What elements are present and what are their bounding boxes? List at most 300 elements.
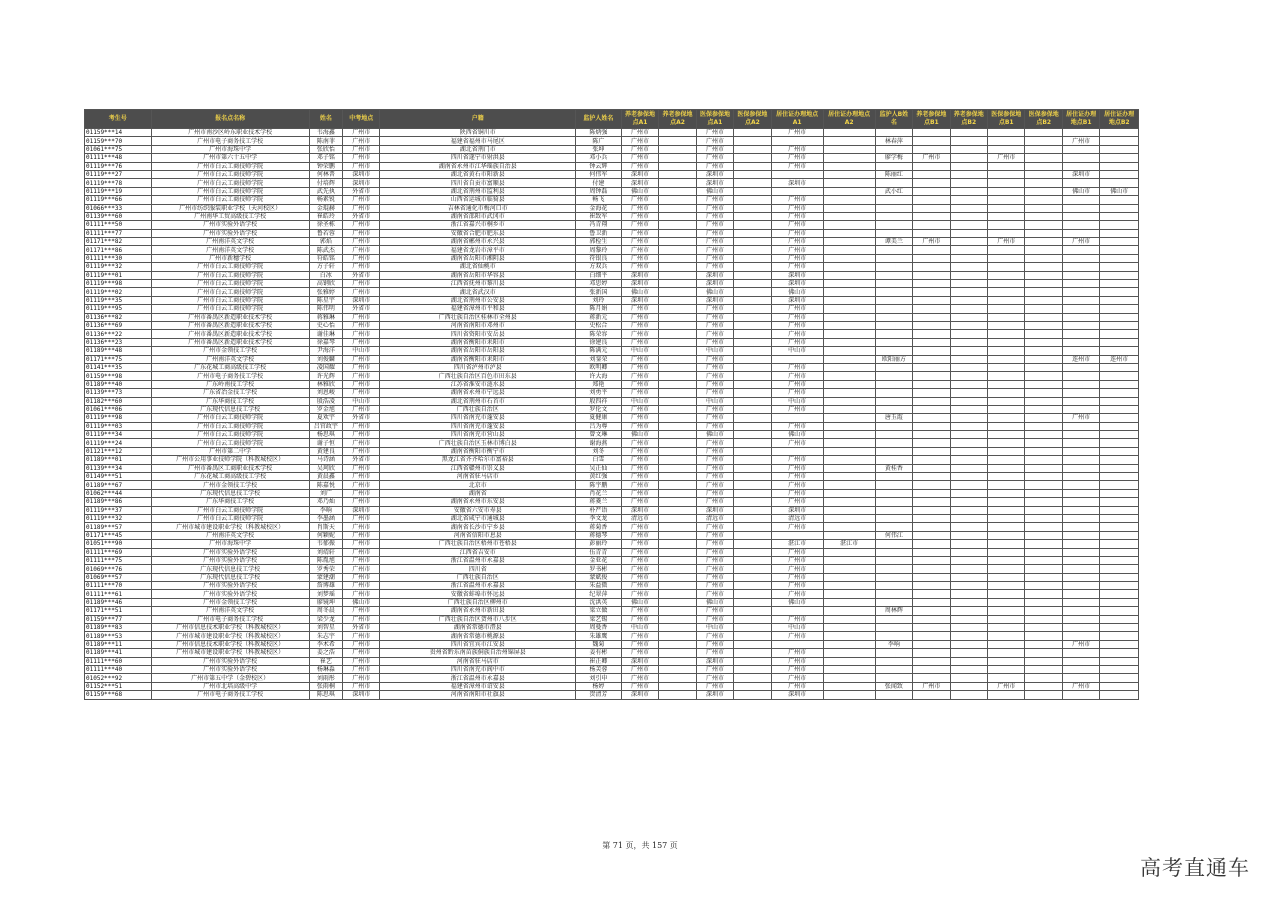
table-cell — [1100, 447, 1139, 455]
table-cell — [1062, 129, 1099, 137]
table-cell — [823, 204, 875, 212]
table-cell — [913, 523, 950, 531]
table-cell: 广州市 — [1062, 640, 1099, 648]
table-cell — [875, 657, 912, 665]
table-cell: 广州市 — [343, 632, 380, 640]
table-cell: 01171***51 — [85, 607, 152, 615]
table-cell — [1100, 238, 1139, 246]
table-cell — [823, 556, 875, 564]
table-cell: 畅素锐 — [309, 196, 342, 204]
table-row — [85, 238, 1139, 246]
table-cell — [1100, 162, 1139, 170]
table-cell — [1025, 170, 1062, 178]
table-cell: 外省市 — [343, 271, 380, 279]
table-cell: 广州市纺织服装职业学校（天河校区） — [151, 204, 309, 212]
table-cell: 蒙建潮 — [309, 573, 342, 581]
table-cell: 广州市 — [621, 481, 658, 489]
table-cell: 广州市 — [696, 565, 733, 573]
table-cell — [1025, 531, 1062, 539]
table-cell — [823, 221, 875, 229]
table-cell: 广州市 — [621, 162, 658, 170]
table-cell: 广州市 — [343, 422, 380, 430]
table-row — [85, 506, 1139, 514]
table-cell — [875, 582, 912, 590]
table-cell: 深圳市 — [771, 179, 823, 187]
table-cell — [913, 305, 950, 313]
table-row — [85, 355, 1139, 363]
table-cell: 广州市 — [771, 246, 823, 254]
table-cell — [659, 523, 696, 531]
table-row — [85, 624, 1139, 632]
table-cell: 林雅欣 — [309, 380, 342, 388]
table-cell: 广州市公用事业技师学院（科教城校区） — [151, 456, 309, 464]
table-cell: 黄桂香 — [875, 464, 912, 472]
table-cell: 广州市 — [696, 212, 733, 220]
table-cell: 广州市 — [343, 229, 380, 237]
table-cell — [659, 288, 696, 296]
table-cell: 01189***41 — [85, 649, 152, 657]
table-cell: 白冰 — [309, 271, 342, 279]
table-cell: 广州市 — [343, 238, 380, 246]
table-cell: 广州市 — [771, 254, 823, 262]
table-cell — [823, 296, 875, 304]
table-cell: 深圳市 — [771, 506, 823, 514]
table-cell: 广州市 — [771, 313, 823, 321]
table-cell — [1025, 380, 1062, 388]
table-cell: 湖北省荆州市公安县 — [380, 296, 576, 304]
header-row — [85, 110, 1139, 129]
table-cell — [950, 355, 987, 363]
table-cell — [1025, 682, 1062, 690]
table-cell — [1025, 640, 1062, 648]
table-cell: 广州市番禺区新造职业技术学校 — [151, 330, 309, 338]
table-cell: 广州市白云工商技师学院 — [151, 280, 309, 288]
table-row — [85, 531, 1139, 539]
table-cell: 深圳市 — [771, 271, 823, 279]
table-cell — [988, 640, 1025, 648]
table-cell: 广州市 — [343, 657, 380, 665]
table-cell: 中山市 — [771, 624, 823, 632]
table-cell: 湖北省咸宁市通城县 — [380, 514, 576, 522]
table-cell: 何林普 — [309, 170, 342, 178]
table-cell: 广州市 — [771, 456, 823, 464]
table-cell — [1062, 254, 1099, 262]
table-cell: 湖南省常德市桃源县 — [380, 632, 576, 640]
table-cell: 山西省运城市临猗县 — [380, 196, 576, 204]
table-cell: 广州市 — [771, 632, 823, 640]
table-cell: 张雨桐 — [309, 682, 342, 690]
table-row — [85, 439, 1139, 447]
table-cell — [659, 380, 696, 388]
table-cell: 01189***01 — [85, 456, 152, 464]
table-cell: 徐建良 — [576, 338, 622, 346]
table-cell: 广西壮族自治区桂林市全州县 — [380, 313, 576, 321]
table-cell: 广州市 — [343, 590, 380, 598]
table-cell — [823, 640, 875, 648]
table-cell: 吴珂欣 — [309, 464, 342, 472]
table-cell — [1025, 548, 1062, 556]
table-cell — [823, 380, 875, 388]
table-cell — [950, 246, 987, 254]
table-cell: 01062***44 — [85, 489, 152, 497]
table-cell — [875, 363, 912, 371]
table-cell — [875, 229, 912, 237]
table-cell: 深圳市 — [343, 179, 380, 187]
table-cell: 广州市新穗学校 — [151, 254, 309, 262]
table-cell — [950, 489, 987, 497]
table-cell: 武先执 — [309, 187, 342, 195]
table-cell: 广州市 — [621, 263, 658, 271]
table-cell — [659, 666, 696, 674]
table-cell — [1100, 674, 1139, 682]
table-cell — [950, 624, 987, 632]
table-row — [85, 204, 1139, 212]
table-cell: 黄红强 — [576, 473, 622, 481]
table-cell — [659, 372, 696, 380]
table-cell: 广州市 — [343, 204, 380, 212]
table-cell — [950, 212, 987, 220]
table-cell: 01111***70 — [85, 582, 152, 590]
table-cell — [875, 489, 912, 497]
table-cell — [1062, 363, 1099, 371]
table-cell: 广州市 — [621, 238, 658, 246]
table-cell: 广州市 — [696, 372, 733, 380]
table-cell: 周曼香 — [576, 624, 622, 632]
table-cell — [1062, 321, 1099, 329]
table-cell — [988, 531, 1025, 539]
table-row — [85, 196, 1139, 204]
table-cell: 广州市 — [771, 489, 823, 497]
table-cell — [1100, 212, 1139, 220]
table-cell: 刘智星 — [309, 624, 342, 632]
table-cell: 广州南洋英文学校 — [151, 531, 309, 539]
table-cell: 梁少龙 — [309, 615, 342, 623]
table-cell — [1062, 548, 1099, 556]
table-cell: 广州市 — [913, 682, 950, 690]
table-cell — [950, 598, 987, 606]
table-cell — [875, 565, 912, 573]
table-cell — [1062, 565, 1099, 573]
table-cell — [913, 548, 950, 556]
table-cell — [1062, 196, 1099, 204]
table-cell: 广州市实验外语学校 — [151, 582, 309, 590]
table-cell: 黄晨鑫 — [309, 473, 342, 481]
table-cell: 广州市 — [771, 212, 823, 220]
table-cell — [734, 682, 771, 690]
table-cell: 佛山市 — [621, 431, 658, 439]
table-cell — [823, 313, 875, 321]
table-cell — [913, 170, 950, 178]
table-cell — [734, 321, 771, 329]
table-cell — [950, 154, 987, 162]
table-cell — [771, 355, 823, 363]
table-cell — [734, 439, 771, 447]
table-cell: 01171***45 — [85, 531, 152, 539]
table-cell — [1100, 397, 1139, 405]
table-cell — [913, 137, 950, 145]
table-cell: 广州市 — [696, 246, 733, 254]
table-cell — [823, 598, 875, 606]
table-cell: 广州市 — [696, 447, 733, 455]
table-cell — [875, 305, 912, 313]
table-cell — [950, 129, 987, 137]
table-cell: 陈胤旭 — [309, 556, 342, 564]
table-row — [85, 321, 1139, 329]
table-cell: 广州市 — [1062, 682, 1099, 690]
table-cell — [950, 372, 987, 380]
table-cell — [734, 473, 771, 481]
table-cell: 朴严语 — [576, 506, 622, 514]
table-cell: 广州市 — [771, 238, 823, 246]
table-cell: 01061***06 — [85, 405, 152, 413]
table-cell — [1100, 573, 1139, 581]
table-cell — [1025, 464, 1062, 472]
table-cell — [734, 145, 771, 153]
table-cell: 01119***32 — [85, 514, 152, 522]
table-cell — [950, 447, 987, 455]
table-cell: 广州市 — [343, 405, 380, 413]
table-cell: 广州市 — [343, 682, 380, 690]
table-cell — [823, 590, 875, 598]
table-cell: 广州市 — [621, 682, 658, 690]
table-cell: 韦海鑫 — [309, 129, 342, 137]
table-cell: 欧阳丽方 — [875, 355, 912, 363]
table-cell: 广州市 — [343, 649, 380, 657]
table-cell: 江西省抚州市黎川县 — [380, 280, 576, 288]
table-cell: 深圳市 — [1062, 170, 1099, 178]
table-cell: 湖南省衡阳市耒阳市 — [380, 338, 576, 346]
table-cell: 广东华商技工学校 — [151, 397, 309, 405]
table-cell: 广州市 — [621, 464, 658, 472]
table-cell: 广州市 — [621, 540, 658, 548]
table-cell: 湖南省郴州市永兴县 — [380, 238, 576, 246]
table-cell — [823, 254, 875, 262]
table-cell — [823, 355, 875, 363]
table-cell — [771, 414, 823, 422]
table-cell: 湖北省武汉市 — [380, 288, 576, 296]
table-cell — [950, 498, 987, 506]
table-cell: 广州市 — [621, 389, 658, 397]
table-cell — [1025, 506, 1062, 514]
table-cell: 崔艺 — [309, 657, 342, 665]
table-cell: 朱志宇 — [309, 632, 342, 640]
table-cell — [988, 229, 1025, 237]
table-cell: 广州市 — [343, 338, 380, 346]
table-cell: 广州市 — [771, 657, 823, 665]
table-cell: 广州市 — [621, 582, 658, 590]
table-cell: 广州市 — [343, 556, 380, 564]
table-cell — [1062, 221, 1099, 229]
table-cell: 四川省遂宁市射洪县 — [380, 154, 576, 162]
table-cell — [875, 523, 912, 531]
table-cell — [1062, 305, 1099, 313]
table-cell: 广州市 — [1062, 137, 1099, 145]
table-cell — [913, 347, 950, 355]
table-cell: 深圳市 — [621, 691, 658, 699]
table-cell — [913, 280, 950, 288]
table-cell: 刘引申 — [576, 674, 622, 682]
table-cell: 01111***50 — [85, 221, 152, 229]
table-cell — [734, 154, 771, 162]
table-cell — [1100, 498, 1139, 506]
table-cell: 蒋德琴 — [576, 531, 622, 539]
table-cell: 黑龙江省齐齐哈尔市富裕县 — [380, 456, 576, 464]
table-cell — [823, 657, 875, 665]
table-cell: 清远市 — [771, 514, 823, 522]
table-cell — [734, 531, 771, 539]
table-cell — [659, 615, 696, 623]
table-cell: 湖北省仙桃市 — [380, 263, 576, 271]
table-cell — [1025, 221, 1062, 229]
table-cell: 外省市 — [343, 212, 380, 220]
table-cell — [659, 129, 696, 137]
table-cell: 01119***37 — [85, 506, 152, 514]
table-cell — [734, 649, 771, 657]
table-cell — [875, 196, 912, 204]
table-cell: 广州市 — [621, 204, 658, 212]
table-cell: 深圳市 — [696, 657, 733, 665]
table-cell — [1025, 280, 1062, 288]
table-cell: 广州市 — [696, 221, 733, 229]
table-row — [85, 523, 1139, 531]
admission-table — [84, 109, 1139, 700]
table-cell — [950, 405, 987, 413]
table-cell — [659, 657, 696, 665]
table-cell — [823, 321, 875, 329]
table-cell: 凌国耀 — [309, 363, 342, 371]
table-cell: 广州市 — [696, 649, 733, 657]
table-cell: 广州市电子商务技工学校 — [151, 615, 309, 623]
table-cell: 广州市金领技工学校 — [151, 347, 309, 355]
table-cell — [734, 229, 771, 237]
table-cell: 广州市 — [771, 666, 823, 674]
table-cell: 广州市 — [696, 473, 733, 481]
table-cell — [1100, 481, 1139, 489]
table-cell — [988, 221, 1025, 229]
table-cell: 湛江市 — [771, 540, 823, 548]
table-cell — [950, 640, 987, 648]
table-cell: 01136***82 — [85, 313, 152, 321]
table-cell — [913, 405, 950, 413]
table-cell — [823, 447, 875, 455]
table-cell — [988, 288, 1025, 296]
table-cell: 广州市 — [771, 498, 823, 506]
table-cell — [1100, 598, 1139, 606]
table-cell: 01159***77 — [85, 615, 152, 623]
table-cell — [659, 397, 696, 405]
table-cell: 河南省南阳市社旗县 — [380, 691, 576, 699]
table-cell — [1025, 422, 1062, 430]
table-cell — [823, 129, 875, 137]
table-cell — [988, 632, 1025, 640]
table-cell: 广州市 — [771, 380, 823, 388]
table-cell — [823, 170, 875, 178]
table-cell: 江西省赣州市崇义县 — [380, 464, 576, 472]
table-cell: 广州南洋英文学校 — [151, 607, 309, 615]
table-cell — [950, 288, 987, 296]
table-cell — [823, 523, 875, 531]
table-cell — [988, 573, 1025, 581]
table-cell — [1062, 212, 1099, 220]
table-cell: 01119***98 — [85, 414, 152, 422]
table-cell: 深圳市 — [696, 170, 733, 178]
table-cell — [913, 397, 950, 405]
table-cell — [913, 531, 950, 539]
table-cell: 01069***57 — [85, 573, 152, 581]
table-cell — [734, 238, 771, 246]
table-cell: 广州市 — [343, 246, 380, 254]
table-cell: 01119***24 — [85, 439, 152, 447]
table-cell — [1062, 431, 1099, 439]
table-cell: 刘俊麟 — [309, 355, 342, 363]
table-cell: 周冬晨 — [309, 607, 342, 615]
table-cell — [1025, 305, 1062, 313]
table-cell — [823, 473, 875, 481]
table-cell — [988, 431, 1025, 439]
table-cell — [988, 481, 1025, 489]
table-cell — [1100, 682, 1139, 690]
table-cell — [659, 540, 696, 548]
table-cell — [913, 582, 950, 590]
table-cell: 广州市实验外语学校 — [151, 548, 309, 556]
table-cell: 深圳市 — [343, 691, 380, 699]
table-cell — [734, 162, 771, 170]
table-cell — [734, 389, 771, 397]
table-cell: 01111***60 — [85, 657, 152, 665]
table-row — [85, 170, 1139, 178]
table-cell — [875, 254, 912, 262]
table-cell — [950, 145, 987, 153]
table-row — [85, 682, 1139, 690]
table-cell — [988, 691, 1025, 699]
table-row — [85, 305, 1139, 313]
table-cell: 廖学梅 — [875, 154, 912, 162]
table-cell: 徐嘉琴 — [309, 338, 342, 346]
table-cell: 谭美兰 — [875, 238, 912, 246]
table-cell: 广州市番禺区新造职业技术学校 — [151, 321, 309, 329]
table-cell — [875, 598, 912, 606]
table-cell: 广州市南沙区岭东职业技术学校 — [151, 129, 309, 137]
table-cell — [823, 414, 875, 422]
table-cell — [823, 372, 875, 380]
table-cell — [1062, 540, 1099, 548]
table-cell — [1062, 573, 1099, 581]
table-cell — [913, 414, 950, 422]
table-cell: 广州市 — [621, 498, 658, 506]
table-cell: 广州市 — [343, 464, 380, 472]
table-cell: 广州市 — [696, 632, 733, 640]
table-cell — [1100, 170, 1139, 178]
table-cell: 中山市 — [771, 397, 823, 405]
table-cell — [950, 204, 987, 212]
table-cell — [659, 598, 696, 606]
table-row — [85, 640, 1139, 648]
table-cell: 广州市 — [343, 162, 380, 170]
table-cell — [1025, 330, 1062, 338]
table-cell — [875, 674, 912, 682]
table-cell: 广州市 — [696, 154, 733, 162]
table-row — [85, 540, 1139, 548]
table-cell: 安徽省合肥市肥东县 — [380, 229, 576, 237]
table-cell — [659, 548, 696, 556]
table-cell — [1062, 296, 1099, 304]
table-cell: 杨琳淼 — [309, 666, 342, 674]
table-cell: 广州市 — [696, 666, 733, 674]
table-cell — [950, 296, 987, 304]
table-cell: 崔致军 — [576, 212, 622, 220]
table-cell: 魏菊 — [576, 640, 622, 648]
table-cell — [913, 246, 950, 254]
